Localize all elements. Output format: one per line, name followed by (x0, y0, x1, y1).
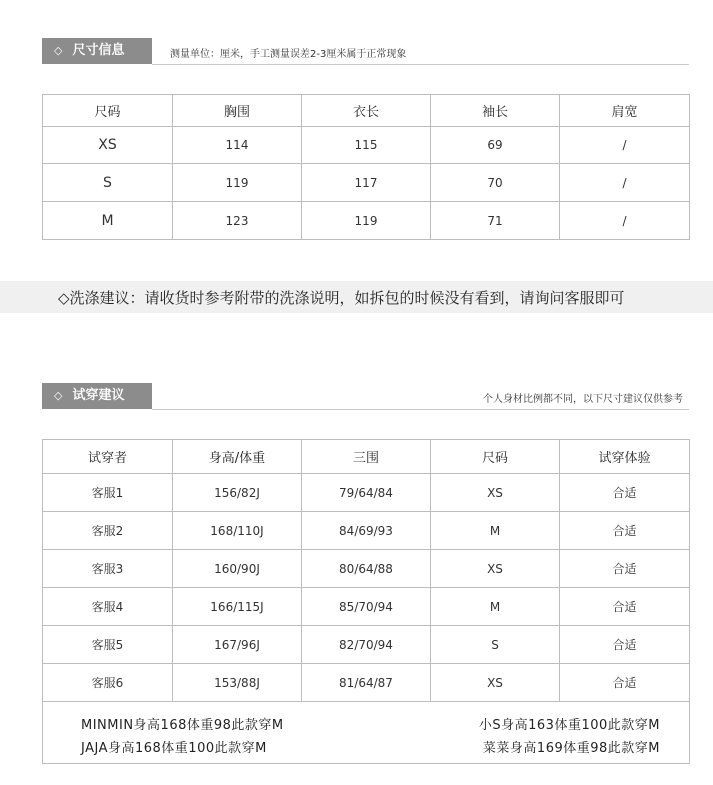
header-tester: 试穿者 (43, 440, 173, 474)
fit-summary-cell (43, 702, 690, 764)
size-cell: S (431, 626, 560, 664)
summary-line: 小S身高163体重100此款穿M (478, 718, 660, 733)
tester-cell: 客服5 (43, 626, 173, 664)
measurements-cell: 80/64/88 (302, 550, 431, 588)
fit-summary-row (43, 702, 690, 764)
length-cell: 115 (302, 127, 431, 164)
size-cell: XS (431, 474, 560, 512)
sleeve-cell: 69 (431, 127, 560, 164)
header-sleeve: 袖长 (431, 95, 560, 127)
size-cell: XS (431, 664, 560, 702)
height-weight-cell: 160/90J (173, 550, 302, 588)
diamond-icon: ◇ (54, 389, 63, 402)
size-table (42, 94, 690, 240)
measurements-cell: 85/70/94 (302, 588, 431, 626)
chest-cell: 114 (173, 127, 302, 164)
tester-cell: 客服3 (43, 550, 173, 588)
chest-cell: 123 (173, 202, 302, 240)
table-row (43, 127, 690, 164)
size-section-header (42, 38, 689, 66)
header-height-weight: 身高/体重 (173, 440, 302, 474)
fit-disclaimer-note: 个人身材比例都不同，以下尺寸建议仅供参考 (483, 394, 683, 405)
table-row (43, 664, 690, 702)
size-cell: XS (431, 550, 560, 588)
size-section-tab (42, 38, 152, 64)
measurements-cell: 84/69/93 (302, 512, 431, 550)
header-fit-experience: 试穿体验 (560, 440, 690, 474)
table-row (43, 588, 690, 626)
header-size: 尺码 (431, 440, 560, 474)
table-row (43, 202, 690, 240)
measurements-cell: 81/64/87 (302, 664, 431, 702)
fit-section-tab (42, 383, 152, 409)
size-cell: M (431, 512, 560, 550)
tester-cell: 客服6 (43, 664, 173, 702)
diamond-icon: ◇ (54, 44, 63, 57)
chest-cell: 119 (173, 164, 302, 202)
measurement-note: 测量单位：厘米，手工测量误差2-3厘米属于正常现象 (170, 49, 407, 60)
fit-cell: 合适 (560, 512, 690, 550)
header-size: 尺码 (43, 95, 173, 127)
table-row (43, 474, 690, 512)
header-measurements: 三围 (302, 440, 431, 474)
fit-cell: 合适 (560, 588, 690, 626)
table-row (43, 550, 690, 588)
table-row (43, 626, 690, 664)
washing-advice-band (0, 281, 713, 313)
washing-advice-text: ◇洗涤建议：请收货时参考附带的洗涤说明，如拆包的时候没有看到，请询问客服即可 (58, 289, 625, 307)
header-shoulder: 肩宽 (560, 95, 690, 127)
tester-cell: 客服2 (43, 512, 173, 550)
size-cell: M (43, 202, 173, 240)
fit-table (42, 439, 690, 764)
summary-line: MINMIN身高168体重98此款穿M (81, 718, 284, 733)
fit-section-title: 试穿建议 (72, 388, 125, 403)
header-length: 衣长 (302, 95, 431, 127)
size-cell: M (431, 588, 560, 626)
measurements-cell: 82/70/94 (302, 626, 431, 664)
height-weight-cell: 156/82J (173, 474, 302, 512)
size-cell: S (43, 164, 173, 202)
sleeve-cell: 71 (431, 202, 560, 240)
fit-cell: 合适 (560, 626, 690, 664)
sleeve-cell: 70 (431, 164, 560, 202)
table-header-row (43, 440, 690, 474)
length-cell: 119 (302, 202, 431, 240)
fit-cell: 合适 (560, 474, 690, 512)
summary-line: JAJA身高168体重100此款穿M (81, 741, 267, 756)
height-weight-cell: 168/110J (173, 512, 302, 550)
fit-section-header (42, 383, 689, 411)
size-cell: XS (43, 127, 173, 164)
height-weight-cell: 167/96J (173, 626, 302, 664)
fit-cell: 合适 (560, 550, 690, 588)
table-row (43, 512, 690, 550)
divider (152, 409, 689, 410)
shoulder-cell: / (560, 127, 690, 164)
tester-cell: 客服1 (43, 474, 173, 512)
length-cell: 117 (302, 164, 431, 202)
size-section-title: 尺寸信息 (72, 43, 125, 58)
summary-line: 菜菜身高169体重98此款穿M (482, 741, 660, 756)
height-weight-cell: 166/115J (173, 588, 302, 626)
fit-cell: 合适 (560, 664, 690, 702)
measurements-cell: 79/64/84 (302, 474, 431, 512)
shoulder-cell: / (560, 202, 690, 240)
header-chest: 胸围 (173, 95, 302, 127)
shoulder-cell: / (560, 164, 690, 202)
tester-cell: 客服4 (43, 588, 173, 626)
divider (152, 64, 689, 65)
table-header-row (43, 95, 690, 127)
height-weight-cell: 153/88J (173, 664, 302, 702)
table-row (43, 164, 690, 202)
